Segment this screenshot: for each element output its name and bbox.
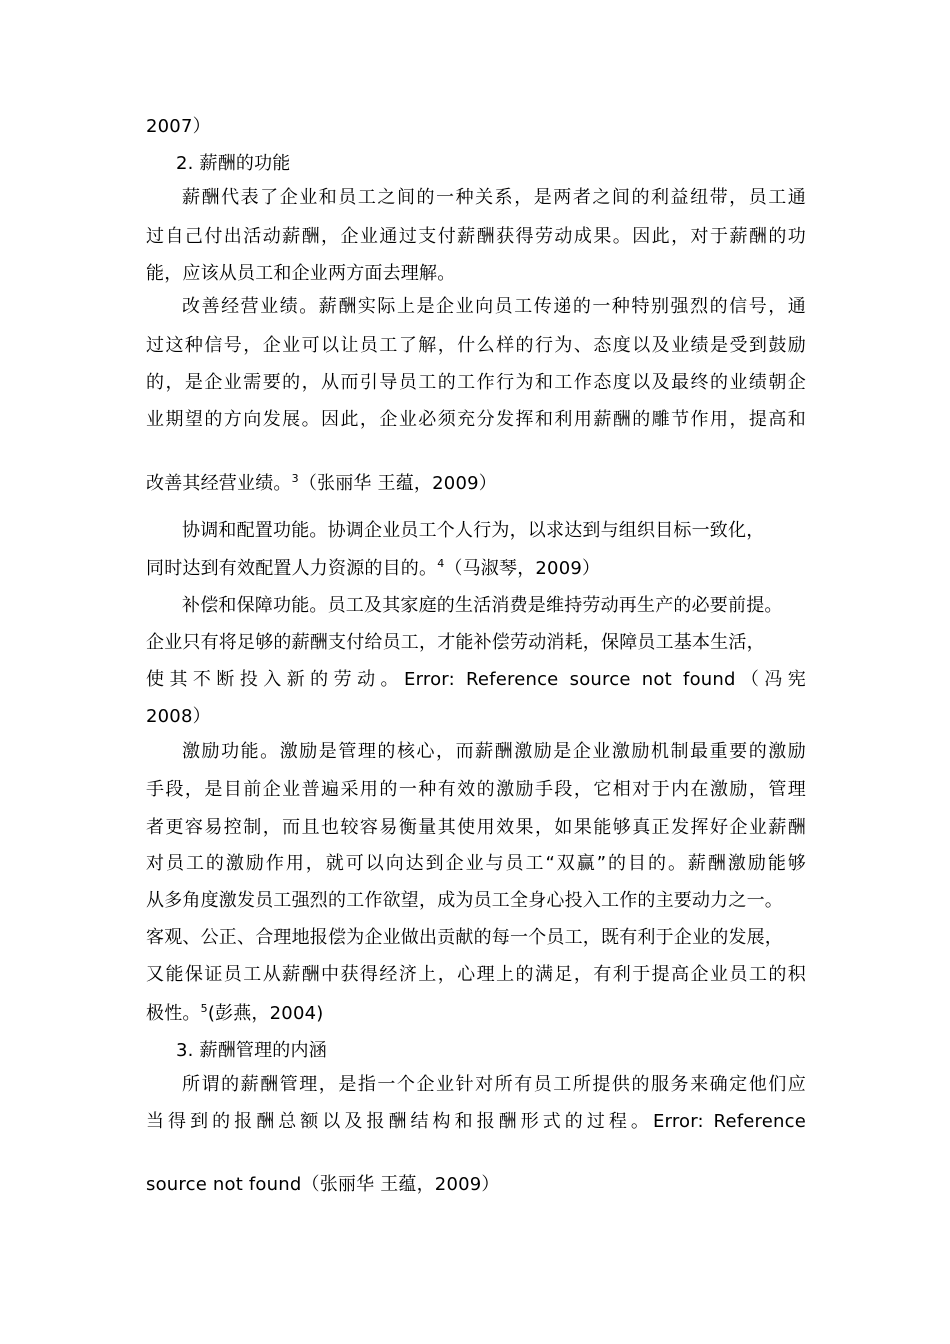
paragraph-line-with-error-reference: 使其不断投入新的劳动。Error: Reference source not found（冯宪 — [146, 669, 806, 690]
citation-line — [146, 557, 806, 581]
citation-text: 改善其经营业绩。 — [146, 473, 292, 494]
paragraph-line: 过这种信号，企业可以让员工了解，什么样的行为、态度以及业绩是受到鼓励 — [146, 335, 806, 356]
paragraph-line: 又能保证员工从薪酬中获得经济上，心理上的满足，有利于提高企业员工的积 — [146, 964, 806, 985]
paragraph-line: 协调和配置功能。协调企业员工个人行为，以求达到与组织目标一致化， — [182, 520, 765, 541]
paragraph-line: 业期望的方向发展。因此，企业必须充分发挥和利用薪酬的雕节作用，提高和 — [146, 409, 806, 430]
footnote-marker: 3 — [291, 472, 299, 485]
text-line: 2007） — [146, 116, 211, 137]
paragraph-line: 补偿和保障功能。员工及其家庭的生活消费是维持劳动再生产的必要前提。 — [182, 595, 783, 616]
paragraph-line: 企业只有将足够的薪酬支付给员工，才能补偿劳动消耗，保障员工基本生活， — [146, 632, 765, 653]
paragraph-line: 所谓的薪酬管理，是指一个企业针对所有员工所提供的服务来确定他们应 — [182, 1074, 806, 1095]
paragraph-line: 激励功能。激励是管理的核心，而薪酬激励是企业激励机制最重要的激励 — [182, 741, 806, 762]
citation-line — [146, 1002, 806, 1026]
section-heading-salary-management: 3. 薪酬管理的内涵 — [176, 1040, 327, 1061]
citation-text: 极性。 — [146, 1003, 201, 1024]
footnote-marker: 4 — [437, 557, 445, 570]
paragraph-line: 的，是企业需要的，从而引导员工的工作行为和工作态度以及最终的业绩朝企 — [146, 372, 806, 393]
paragraph-line: 客观、公正、合理地报偿为企业做出贡献的每一个员工，既有利于企业的发展， — [146, 927, 783, 948]
paragraph-line: 能，应该从员工和企业两方面去理解。 — [146, 263, 456, 284]
paragraph-line: 手段，是目前企业普遍采用的一种有效的激励手段，它相对于内在激励，管理 — [146, 779, 806, 800]
text-line: 2008） — [146, 706, 211, 727]
citation-source: （张丽华 王蕴，2009） — [298, 473, 497, 494]
footnote-marker: 5 — [200, 1002, 208, 1015]
citation-source: (彭燕，2004) — [207, 1003, 324, 1024]
paragraph-line: 薪酬代表了企业和员工之间的一种关系，是两者之间的利益纽带，员工通 — [182, 187, 806, 208]
paragraph-line: 过自己付出活动薪酬，企业通过支付薪酬获得劳动成果。因此，对于薪酬的功 — [146, 226, 806, 247]
paragraph-line: 者更容易控制，而且也较容易衡量其使用效果，如果能够真正发挥好企业薪酬 — [146, 817, 806, 838]
paragraph-line: 从多角度激发员工强烈的工作欲望，成为员工全身心投入工作的主要动力之一。 — [146, 890, 783, 911]
citation-line — [146, 472, 806, 496]
paragraph-line-with-error-reference: 当得到的报酬总额以及报酬结构和报酬形式的过程。Error: Reference — [146, 1111, 806, 1132]
citation-source: （马淑琴，2009） — [444, 558, 601, 579]
section-heading-salary-function: 2. 薪酬的功能 — [176, 153, 291, 174]
citation-line: source not found（张丽华 王蕴，2009） — [146, 1174, 500, 1195]
paragraph-line: 对员工的激励作用，就可以向达到企业与员工“双赢”的目的。薪酬激励能够 — [146, 853, 806, 874]
citation-text: 同时达到有效配置人力资源的目的。 — [146, 558, 438, 579]
paragraph-line: 改善经营业绩。薪酬实际上是企业向员工传递的一种特别强烈的信号，通 — [182, 296, 806, 317]
